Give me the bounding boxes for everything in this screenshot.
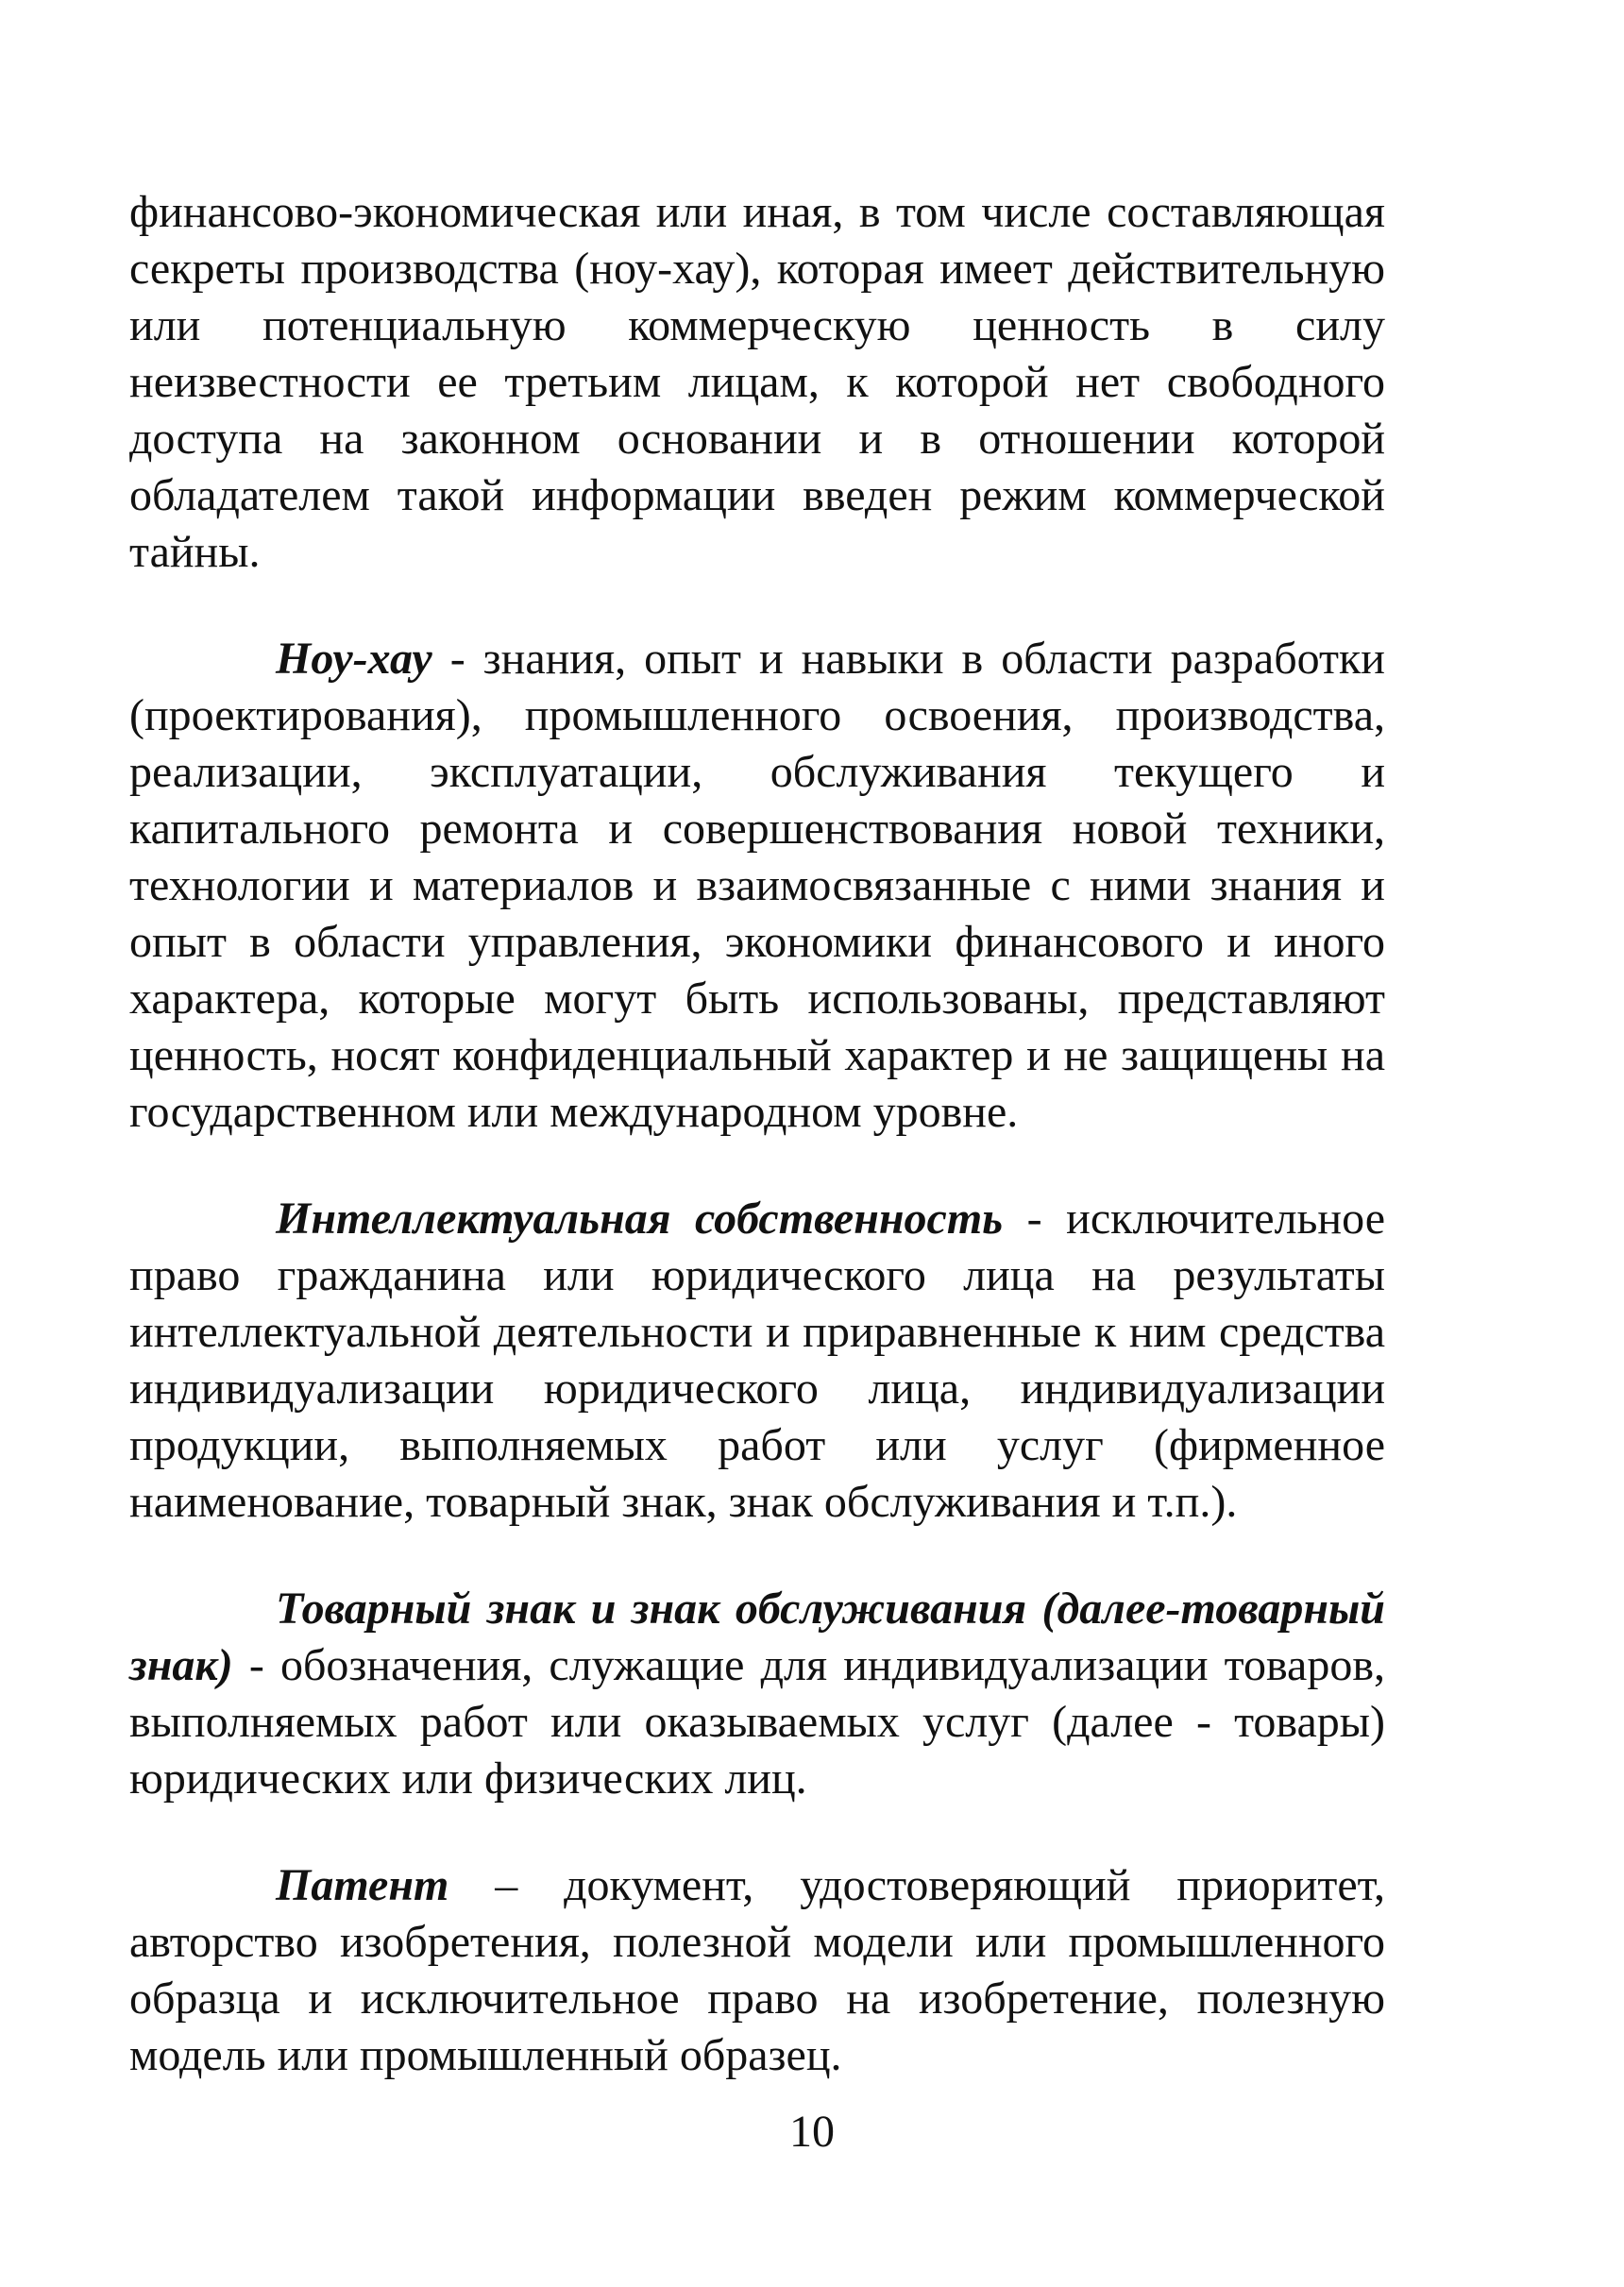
- paragraph-text: - знания, опыт и навыки в области разработки (проектирования), промышленного освоения, производства, реализации, эксплуатации, обслуживания текущего и капитального ремонта и совершенствования новой техники, технологии и материалов и взаимосвязанные с ними знания и опыт в области управления, экономики финансового и иного характера, которые могут быть использованы, представляют ценность, носят конфиденциальный характер и не защищены на государственном или международном уровне.: [129, 634, 1385, 1137]
- paragraph-text: – документ, удостоверяющий приоритет, авторство изобретения, полезной модели или промышленного образца и исключительное право на изобретение, полезную модель или промышленный образец.: [129, 1860, 1385, 2080]
- page-number: 10: [789, 2107, 835, 2157]
- term-know-how: Ноу-хау: [276, 634, 432, 684]
- term-patent: Патент: [276, 1860, 449, 1910]
- paragraph-text: - обозначения, служащие для индивидуализации товаров, выполняемых работ или оказываемых услуг (далее - товары) юридических или физических лиц.: [129, 1640, 1385, 1804]
- paragraph-know-how: [129, 631, 1385, 1141]
- paragraph-text: финансово-экономическая или иная, в том числе составляющая секреты производства (ноу-хау), которая имеет действительную или потенциальную коммерческую ценность в силу неизвестности ее третьим лицам, к которой нет свободного доступа на законном основании и в отношении которой обладателем такой информации введен режим коммерческой тайны.: [129, 187, 1385, 577]
- paragraph-trade-secret-continuation: [129, 184, 1385, 581]
- paragraph-patent: [129, 1857, 1385, 2084]
- term-trademark: Товарный знак и знак обслуживания (далее-товарный знак): [129, 1584, 1385, 1690]
- paragraph-text: - исключительное право гражданина или юридического лица на результаты интеллектуальной деятельности и приравненные к ним средства индивидуализации юридического лица, индивидуализации продукции, выполняемых работ или услуг (фирменное наименование, товарный знак, знак обслуживания и т.п.).: [129, 1194, 1386, 1527]
- term-intellectual-property: Интеллектуальная собственность: [276, 1194, 1004, 1244]
- paragraph-intellectual-property: [129, 1191, 1385, 1531]
- paragraph-trademark: [129, 1581, 1385, 1807]
- body-text: [129, 184, 1385, 2084]
